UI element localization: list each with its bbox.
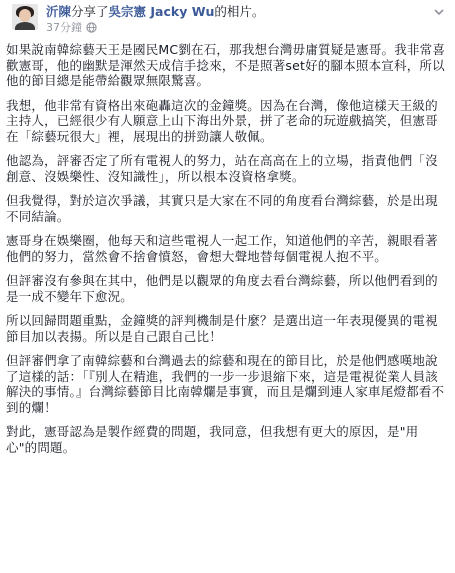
shared-owner-link[interactable]: 吳宗憲 Jacky Wu [108, 4, 215, 19]
post-paragraph: 對此，憲哥認為是製作經費的問題，我同意，但我想有更大的原因，是"用心"的問題。 [6, 424, 419, 455]
post-paragraph: 我想，他非常有資格出來砲轟這次的金鐘獎。因為在台灣，像他這樣天王級的主持人，已經很少有人願意上山下海出外景，拼了老命的玩遊戲搞笑，但憲哥在「綜藝玩很大」裡，展現出的拼勁讓人敬佩。 [6, 97, 438, 144]
share-action-text: 分享了 [71, 4, 109, 19]
post-paragraph: 但我覺得，對於這次爭議，其實只是大家在不同的角度看台灣綜藝，於是出現不同結論。 [6, 193, 438, 224]
post-timestamp[interactable]: 37分鐘 [46, 21, 82, 34]
post-paragraph: 但評審沒有參與在其中，他們是以觀眾的角度去看台灣綜藝，所以他們看到的是一成不變年下愈況。 [6, 273, 438, 304]
post-paragraph: 但評審們拿了南韓綜藝和台灣過去的綜藝和現在的節目比，於是他們感嘆地說了這樣的話：「『別人在精進，我們的一步一步退縮下來，這是電視從業人員該解決的事情。』台灣綜藝節目比南韓爛是事實，而且是爛到連人家車尾燈都看不到的爛！ [6, 353, 445, 415]
author-name-link[interactable]: 沂陳 [46, 4, 72, 19]
post-paragraph: 所以回歸問題重點，金鐘獎的評判機制是什麼？是選出這一年表現優異的電視節目加以表揚。所以是自己跟自己比！ [6, 313, 438, 344]
post-body [6, 42, 449, 455]
globe-icon[interactable] [86, 22, 97, 37]
chevron-down-icon[interactable] [433, 2, 445, 21]
share-action-suffix: 的相片。 [214, 4, 265, 19]
post-paragraph: 憲哥身在娛樂圈，他每天和這些電視人一起工作，知道他們的辛苦，親眼看著他們的努力，當然會不捨會憤怒，會想大聲地替每個電視人抱不平。 [6, 233, 438, 264]
post-paragraph: 如果說南韓綜藝天王是國民MC劉在石，那我想台灣毋庸質疑是憲哥。我非常喜歡憲哥，他的幽默是渾然天成信手捻來，不是照著set好的腳本照本宣科，所以他的節目總是能帶給觀眾無限驚喜。 [6, 42, 446, 88]
post-paragraph: 他認為，評審否定了所有電視人的努力，站在高高在上的立場，指責他們「沒創意、沒娛樂性、沒知識性」，所以根本沒資格拿獎。 [6, 153, 438, 184]
post-meta [46, 21, 97, 37]
author-avatar[interactable] [12, 4, 38, 30]
post-title-line [46, 4, 264, 20]
post-header [6, 0, 449, 42]
